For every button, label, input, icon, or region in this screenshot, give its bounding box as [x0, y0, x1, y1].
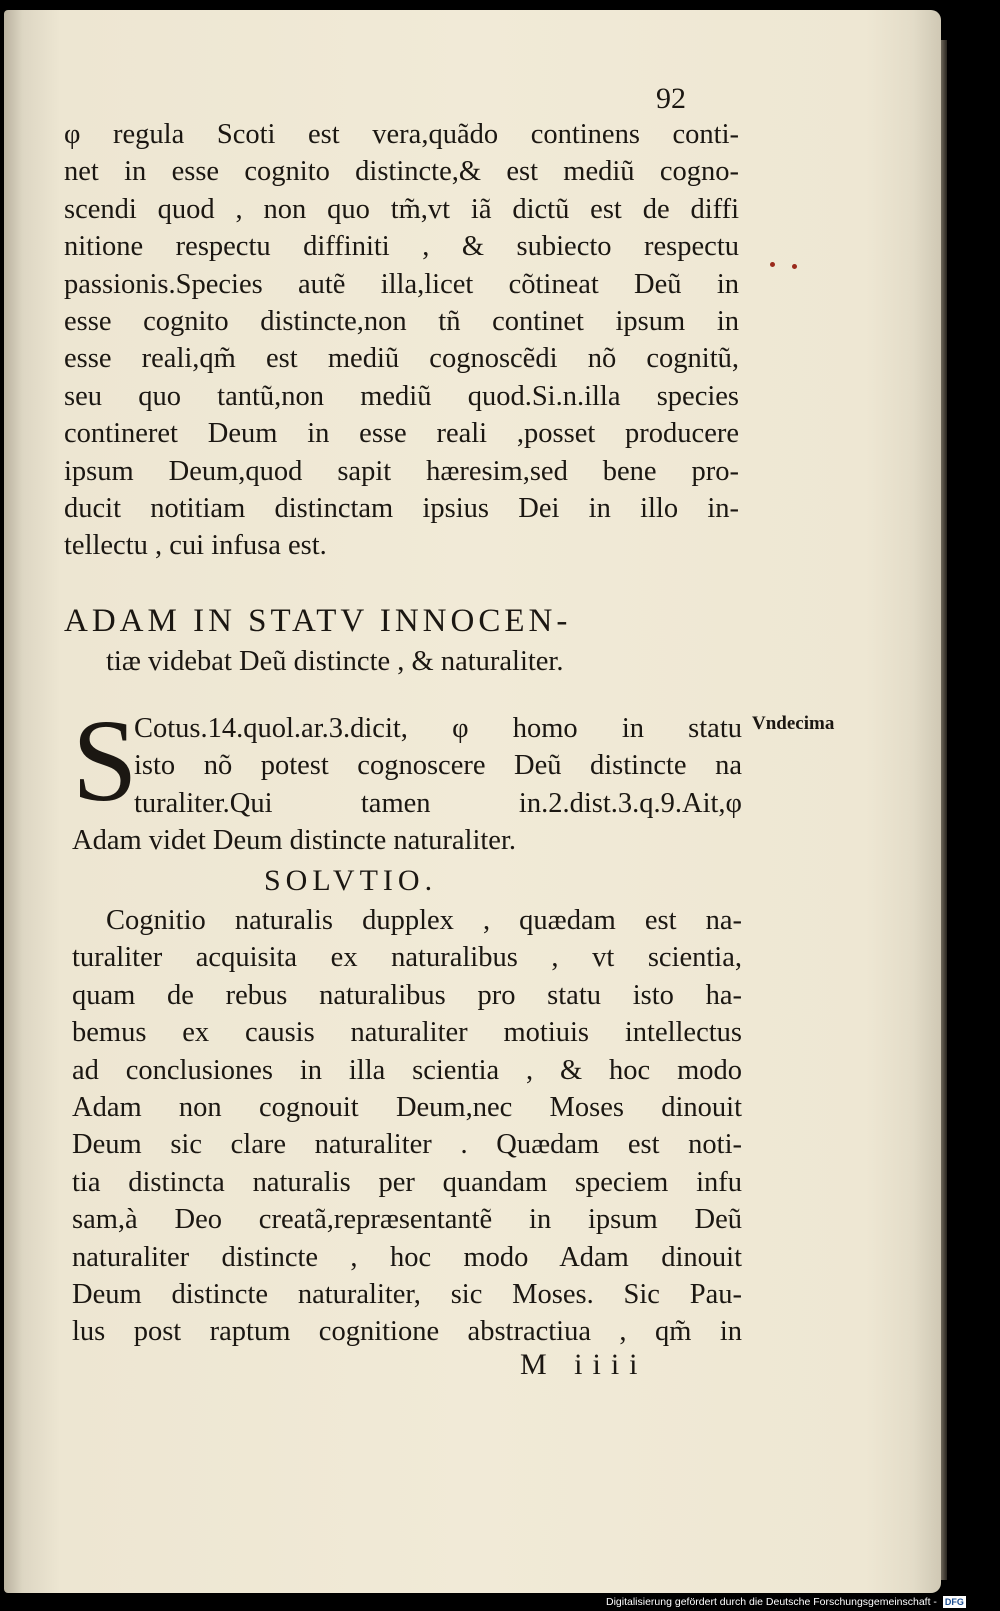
solutio-heading: SOLVTIO. [264, 864, 438, 897]
text-line: naturaliter distincte , hoc modo Adam dinouit [72, 1241, 742, 1273]
text-line: ad conclusiones in illa scientia , & hoc modo [72, 1054, 742, 1086]
rubric-dot [770, 262, 775, 267]
text-line: turaliter.Qui tamen in.2.dist.3.q.9.Ait,φ [134, 787, 742, 819]
signature-mark: M iiii [520, 1348, 648, 1381]
folio-number: 92 [656, 82, 686, 115]
text-line: ducit notitiam distinctam ipsius Dei in illo in- [64, 492, 739, 524]
paragraph-1 [64, 116, 739, 565]
text-line: net in esse cognito distincte,& est mediũ cogno- [64, 156, 739, 188]
text-line: bemus ex causis naturaliter motiuis intellectus [72, 1017, 742, 1049]
page-edge-shadow [941, 40, 947, 1580]
text-line: Cotus.14.quol.ar.3.dicit, φ homo in statu [134, 713, 742, 744]
heading-line-2: tiæ videbat Deũ distincte , & naturaliter. [106, 646, 564, 677]
text-line: nitione respectu diffiniti , & subiecto respectu [64, 231, 739, 263]
text-line: Deum distincte naturaliter, sic Moses. Sic Pau- [72, 1278, 742, 1310]
heading-line-1: ADAM IN STATV INNOCEN- [64, 603, 572, 639]
marginal-note: Vndecima [752, 713, 835, 734]
text-line: Adam non cognouit Deum,nec Moses dinouit [72, 1091, 742, 1123]
credit-text: Digitalisierung gefördert durch die Deutsche Forschungsgemeinschaft - [606, 1596, 937, 1608]
text-line: sam,à Deo creatã,repræsentantẽ in ipsum Deũ [72, 1204, 742, 1236]
text-line: esse reali,qm̃ est mediũ cognoscẽdi nõ cognitũ, [64, 343, 739, 375]
rubric-dot [792, 264, 797, 269]
paragraph-3 [72, 902, 742, 1351]
text-line: tia distincta naturalis per quandam speciem infu [72, 1166, 742, 1198]
text-line: turaliter acquisita ex naturalibus , vt scientia, [72, 942, 742, 974]
digitization-credit [606, 1593, 1000, 1611]
text-line: Adam videt Deum distincte naturaliter. [72, 825, 517, 857]
text-line: passionis.Species autẽ illa,licet cõtineat Deũ in [64, 268, 739, 300]
text-line: tellectu , cui infusa est. [64, 530, 327, 562]
text-line: φ regula Scoti est vera,quãdo continens conti- [64, 119, 739, 150]
text-line: Cognitio naturalis dupplex , quædam est na- [106, 905, 742, 936]
paragraph-2 [72, 695, 742, 860]
text-line: isto nõ potest cognoscere Deũ distincte na [134, 750, 742, 782]
text-line: quam de rebus naturalibus pro statu isto ha- [72, 979, 742, 1011]
text-line: ipsum Deum,quod sapit hæresim,sed bene pro- [64, 455, 739, 487]
text-line: scendi quod , non quo tm̃,vt iã dictũ est de diffi [64, 193, 739, 225]
section-heading [64, 600, 739, 682]
text-line: contineret Deum in esse reali ,posset producere [64, 418, 739, 450]
text-line: lus post raptum cognitione abstractiua , qm̃ in [72, 1316, 742, 1348]
drop-cap: S [72, 695, 138, 826]
dfg-logo: DFG [944, 1597, 964, 1608]
text-line: esse cognito distincte,non tñ continet ipsum in [64, 305, 739, 337]
text-line: Deum sic clare naturaliter . Quædam est noti- [72, 1129, 742, 1161]
text-line: seu quo tantũ,non mediũ quod.Si.n.illa species [64, 380, 739, 412]
